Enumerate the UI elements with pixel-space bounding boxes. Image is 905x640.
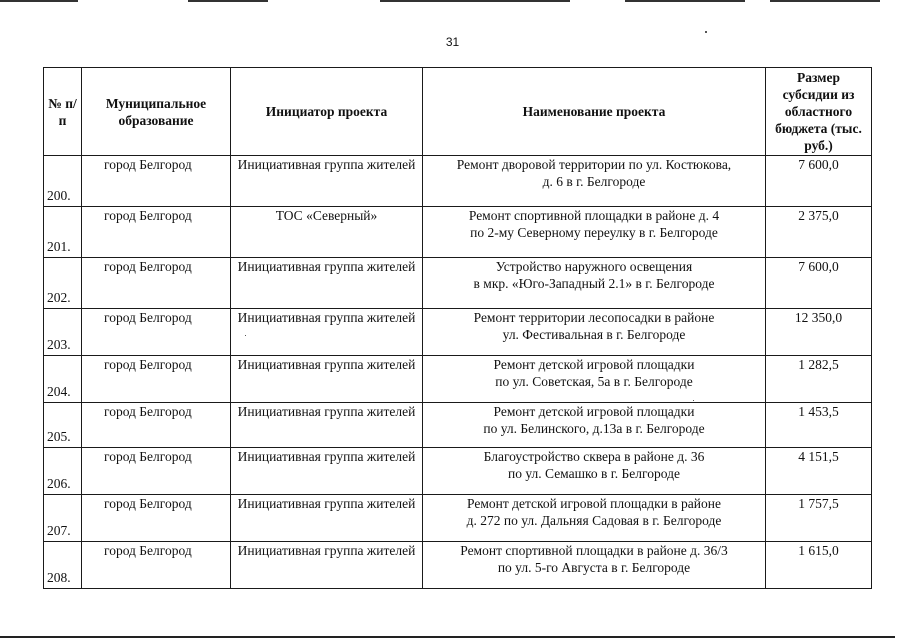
table-row xyxy=(44,542,872,589)
initiator-cell: Инициативная группа жителей xyxy=(231,356,423,403)
scan-edge-line xyxy=(0,0,78,2)
initiator-cell: Инициативная группа жителей xyxy=(231,156,423,207)
project-line: Ремонт территории лесопосадки в районе xyxy=(473,310,715,325)
row-number: 205. xyxy=(44,403,82,448)
project-line: ул. Фестивальная в г. Белгороде xyxy=(502,327,686,342)
row-number: 204. xyxy=(44,356,82,403)
table-row xyxy=(44,309,872,356)
project-line: Ремонт детской игровой площадки в районе xyxy=(467,496,721,511)
subsidy-cell: 1 615,0 xyxy=(766,542,872,589)
project-line: по ул. Белинского, д.13а в г. Белгороде xyxy=(483,421,705,436)
header-project-name: Наименование проекта xyxy=(423,68,766,156)
municipality-cell: город Белгород xyxy=(82,309,231,356)
subsidy-cell: 12 350,0 xyxy=(766,309,872,356)
scan-edge-line xyxy=(770,0,880,2)
project-cell xyxy=(423,156,766,207)
municipality-cell: город Белгород xyxy=(82,403,231,448)
project-line: по ул. Советская, 5а в г. Белгороде xyxy=(495,374,693,389)
row-number: 208. xyxy=(44,542,82,589)
project-cell xyxy=(423,309,766,356)
subsidy-cell: 7 600,0 xyxy=(766,156,872,207)
project-cell xyxy=(423,207,766,258)
scan-speck xyxy=(705,31,707,33)
municipality-cell: город Белгород xyxy=(82,356,231,403)
project-line: Ремонт дворовой территории по ул. Костюкова, xyxy=(456,157,732,172)
project-cell xyxy=(423,403,766,448)
row-number: 202. xyxy=(44,258,82,309)
subsidy-cell: 2 375,0 xyxy=(766,207,872,258)
project-line: д. 272 по ул. Дальняя Садовая в г. Белгороде xyxy=(466,513,722,528)
table-row xyxy=(44,356,872,403)
initiator-cell: Инициативная группа жителей xyxy=(231,258,423,309)
initiator-cell: ТОС «Северный» xyxy=(231,207,423,258)
project-line: Ремонт спортивной площадки в районе д. 36/3 xyxy=(460,543,728,558)
project-line: по ул. 5-го Августа в г. Белгороде xyxy=(497,560,691,575)
project-line: по 2-му Северному переулку в г. Белгороде xyxy=(470,225,718,240)
initiator-cell: Инициативная группа жителей xyxy=(231,403,423,448)
subsidy-cell: 4 151,5 xyxy=(766,448,872,495)
row-number: 206. xyxy=(44,448,82,495)
row-number: 207. xyxy=(44,495,82,542)
row-number: 201. xyxy=(44,207,82,258)
project-line: в мкр. «Юго-Западный 2.1» в г. Белгороде xyxy=(473,276,715,291)
row-number: 200. xyxy=(44,156,82,207)
page-number: 31 xyxy=(445,35,460,49)
table-row xyxy=(44,448,872,495)
municipality-cell: город Белгород xyxy=(82,542,231,589)
initiator-cell: Инициативная группа жителей xyxy=(231,448,423,495)
subsidy-cell: 7 600,0 xyxy=(766,258,872,309)
header-municipality: Муниципальное образование xyxy=(82,68,231,156)
subsidy-table xyxy=(43,67,872,589)
subsidy-cell: 1 757,5 xyxy=(766,495,872,542)
municipality-cell: город Белгород xyxy=(82,258,231,309)
project-cell xyxy=(423,542,766,589)
scan-edge-line xyxy=(625,0,745,2)
project-line: д. 6 в г. Белгороде xyxy=(542,174,646,189)
table-row xyxy=(44,207,872,258)
scan-edge-line xyxy=(380,0,570,2)
project-line: Ремонт детской игровой площадки xyxy=(493,357,695,372)
municipality-cell: город Белгород xyxy=(82,495,231,542)
header-subsidy-amount: Размер субсидии из областного бюджета (тыс. руб.) xyxy=(766,68,872,156)
project-line: Ремонт детской игровой площадки xyxy=(493,404,695,419)
project-line: Ремонт спортивной площадки в районе д. 4 xyxy=(468,208,720,223)
project-cell xyxy=(423,448,766,495)
table-row xyxy=(44,258,872,309)
scan-edge-line xyxy=(0,636,895,638)
project-line: по ул. Семашко в г. Белгороде xyxy=(508,466,680,481)
project-line: Устройство наружного освещения xyxy=(495,259,693,274)
scan-edge-line xyxy=(188,0,268,2)
municipality-cell: город Белгород xyxy=(82,156,231,207)
initiator-cell: Инициативная группа жителей xyxy=(231,495,423,542)
municipality-cell: город Белгород xyxy=(82,207,231,258)
header-initiator: Инициатор проекта xyxy=(231,68,423,156)
subsidy-cell: 1 453,5 xyxy=(766,403,872,448)
project-cell xyxy=(423,495,766,542)
project-cell xyxy=(423,356,766,403)
municipality-cell: город Белгород xyxy=(82,448,231,495)
row-number: 203. xyxy=(44,309,82,356)
subsidy-cell: 1 282,5 xyxy=(766,356,872,403)
table-header-row xyxy=(44,68,872,156)
table-row xyxy=(44,403,872,448)
table-row xyxy=(44,495,872,542)
header-number: № п/п xyxy=(44,68,82,156)
initiator-cell: Инициативная группа жителей xyxy=(231,309,423,356)
initiator-cell: Инициативная группа жителей xyxy=(231,542,423,589)
project-cell xyxy=(423,258,766,309)
table-row xyxy=(44,156,872,207)
project-line: Благоустройство сквера в районе д. 36 xyxy=(483,449,705,464)
